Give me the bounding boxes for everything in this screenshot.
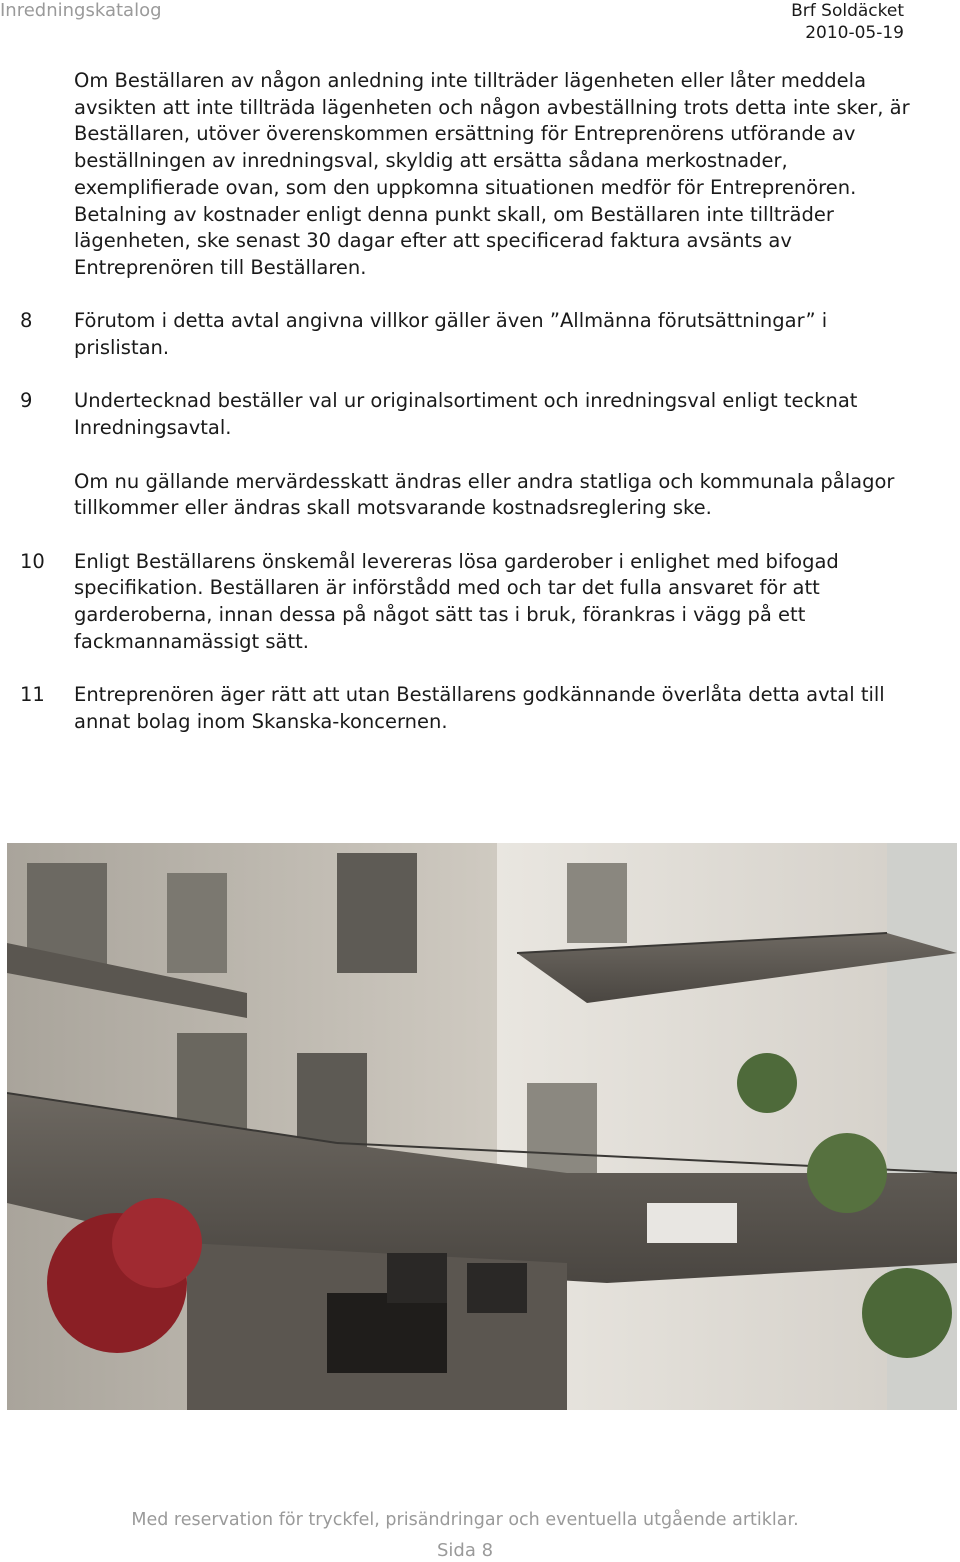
document-date: 2010-05-19 [805,23,904,43]
project-name: Brf Soldäcket [791,1,904,21]
header-right [791,0,904,44]
clause-8 [20,308,920,361]
footer-disclaimer: Med reservation för tryckfel, prisändringar och eventuella utgående artiklar. [131,1510,799,1530]
balcony-rendering-image [7,843,957,1410]
clause-text: Enligt Beställarens önskemål levereras lösa garderober i enlighet med bifogad specifikation. Beställaren är införstådd med och tar det fulla ansvaret för att garderoberna, innan dessa på något sätt tas i bruk, förankras i vägg på ett fackmannamässigt sätt. [74,549,839,653]
page-number: Sida 8 [436,1540,494,1561]
clause-text: Förutom i detta avtal angivna villkor gäller även ”Allmänna förutsättningar” i prislistan. [74,309,828,360]
clause-9 [20,388,920,441]
clause-number: 11 [20,683,45,707]
clause-number: 10 [20,549,45,573]
clause-text: Entreprenören äger rätt att utan Beställarens godkännande överlåta detta avtal till annat bolag inom Skanska-koncernen. [74,683,885,733]
clause-text: Undertecknad beställer val ur originalsortiment och inredningsval enligt tecknat Inredningsavtal. [74,389,858,440]
catalog-title: Inredningskatalog [0,0,162,21]
clause-number: 9 [20,389,33,413]
clause-9-extra: Om nu gällande mervärdesskatt ändras eller andra statliga och kommunala pålagor tillkommer eller ändras skall motsvarande kostnadsreglering ske. [74,469,895,520]
clause-11 [20,682,920,735]
clause-10 [20,549,920,656]
clause-number: 8 [20,309,33,333]
document-body [20,68,920,736]
intro-paragraph: Om Beställaren av någon anledning inte tillträder lägenheten eller låter meddela avsikten att inte tillträda lägenheten och någon avbeställning trots detta inte sker, är Beställaren, utöver överenskommen ersättning för Entreprenörens utförande av beställningen av inredningsval, skyldig att ersätta sådana merkostnader, exemplifierade ovan, som den uppkomna situationen medför för Entreprenören. Betalning av kostnader enligt denna punkt skall, om Beställaren inte tillträder lägenheten, ske senast 30 dagar efter att specificerad faktura avsänts av Entreprenören till Beställaren. [74,69,910,279]
